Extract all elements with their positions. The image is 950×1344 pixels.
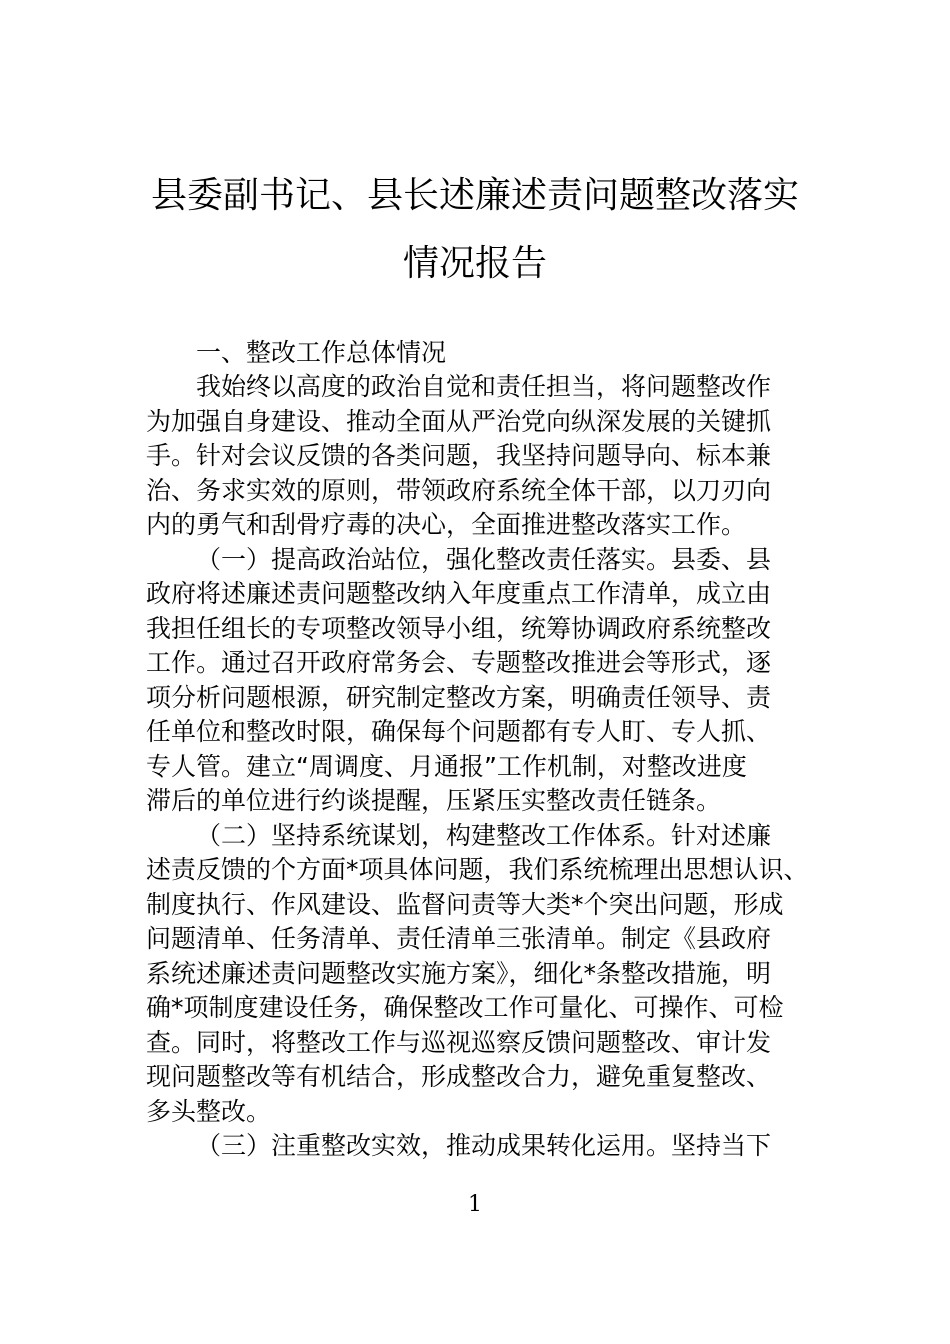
paragraph-line: 内的勇气和刮骨疗毒的决心，全面推进整改落实工作。: [146, 510, 747, 539]
section-heading: 一、整改工作总体情况: [196, 338, 447, 367]
paragraph-line: 专人管。建立“周调度、月通报”工作机制，对整改进度: [146, 752, 747, 781]
subsection-line: （二）坚持系统谋划，构建整改工作体系。针对述廉: [196, 821, 772, 850]
subsection-line: （三）注重整改实效，推动成果转化运用。坚持当下: [196, 1131, 772, 1160]
paragraph-line: 我担任组长的专项整改领导小组，统筹协调政府系统整改: [146, 614, 772, 643]
paragraph-line: 多头整改。: [146, 1097, 272, 1126]
paragraph-line: 手。针对会议反馈的各类问题，我坚持问题导向、标本兼: [146, 441, 772, 470]
paragraph-line: 系统述廉述责问题整改实施方案》，细化*条整改措施，明: [146, 959, 772, 988]
paragraph-line: 确*项制度建设任务，确保整改工作可量化、可操作、可检: [146, 993, 784, 1022]
paragraph-line: 滞后的单位进行约谈提醒，压紧压实整改责任链条。: [146, 786, 722, 815]
document-title-line-2: 情况报告: [402, 243, 547, 284]
paragraph-line: 治、务求实效的原则，带领政府系统全体干部，以刀刃向: [146, 476, 772, 505]
paragraph-line: 为加强自身建设、推动全面从严治党向纵深发展的关键抓: [146, 407, 772, 436]
paragraph-line: 述责反馈的个方面*项具体问题，我们系统梳理出思想认识、: [146, 855, 809, 884]
document-title-line-1: 县委副书记、县长述廉述责问题整改落实: [150, 175, 799, 216]
subsection-line: （一）提高政治站位，强化整改责任落实。县委、县: [196, 545, 772, 574]
paragraph-line: 问题清单、任务清单、责任清单三张清单。制定《县政府: [146, 924, 772, 953]
paragraph-line: 任单位和整改时限，确保每个问题都有专人盯、专人抓、: [146, 717, 772, 746]
page-number: 1: [468, 1192, 482, 1217]
paragraph-line: 现问题整改等有机结合，形成整改合力，避免重复整改、: [146, 1062, 772, 1091]
paragraph-line: 政府将述廉述责问题整改纳入年度重点工作清单，成立由: [146, 579, 772, 608]
paragraph-line: 工作。通过召开政府常务会、专题整改推进会等形式，逐: [146, 648, 772, 677]
paragraph-line: 查。同时，将整改工作与巡视巡察反馈问题整改、审计发: [146, 1028, 772, 1057]
paragraph-line: 项分析问题根源，研究制定整改方案，明确责任领导、责: [146, 683, 772, 712]
paragraph-line: 我始终以高度的政治自觉和责任担当，将问题整改作: [196, 372, 772, 401]
paragraph-line: 制度执行、作风建设、监督问责等大类*个突出问题，形成: [146, 890, 784, 919]
